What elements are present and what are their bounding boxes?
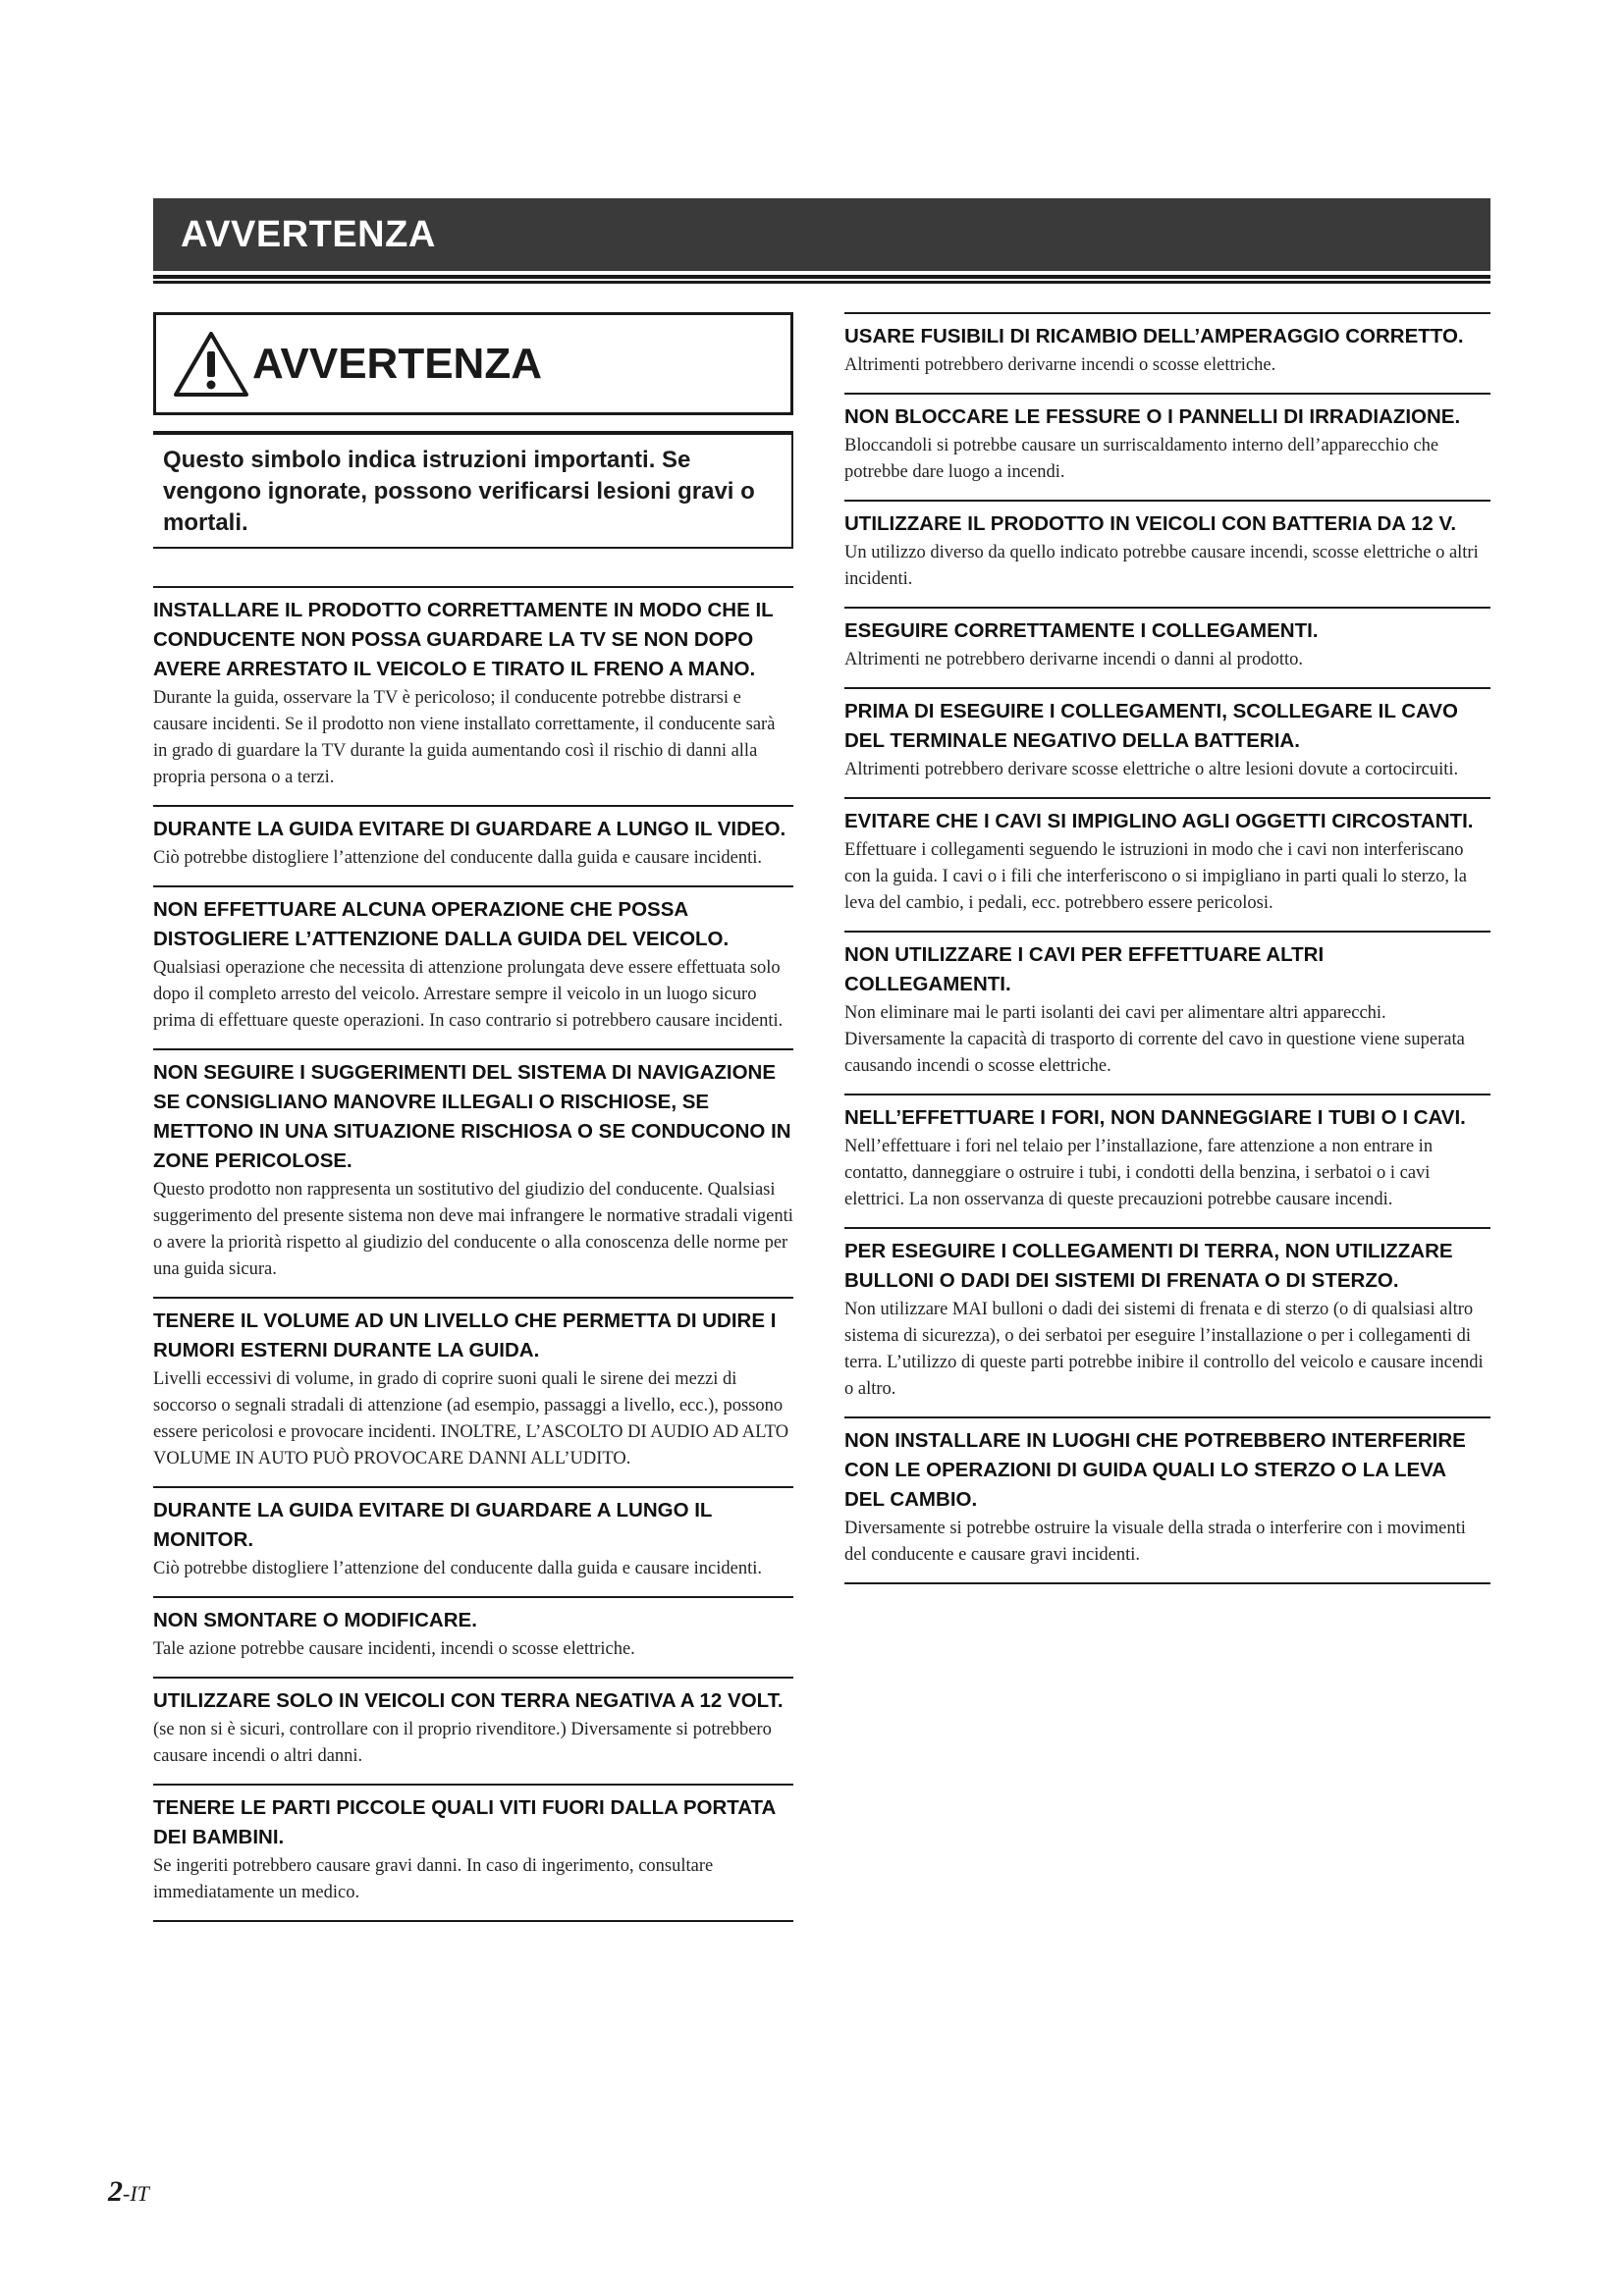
page-number bbox=[108, 2175, 149, 2209]
section-body: Altrimenti ne potrebbero derivarne incendi o danni al prodotto. bbox=[844, 650, 1303, 669]
section-body: Un utilizzo diverso da quello indicato potrebbe causare incendi, scosse elettriche o altri incidenti. bbox=[844, 543, 1479, 589]
column-end-rule bbox=[844, 1582, 1490, 1584]
warning-section bbox=[153, 1784, 793, 1920]
warning-box bbox=[153, 312, 793, 415]
section-body: Altrimenti potrebbero derivarne incendi o scosse elettriche. bbox=[844, 355, 1276, 375]
section-body: Durante la guida, osservare la TV è pericoloso; il conducente potrebbe distrarsi e causare incidenti. Se il prodotto non viene installato correttamente, il conducente sarà in grado di guardare la TV durante la guida aumentando così il rischio di danni alla propria persona o a terzi. bbox=[153, 688, 776, 787]
warning-section bbox=[844, 500, 1490, 607]
section-body: Questo prodotto non rappresenta un sostitutivo del giudizio del conducente. Qualsiasi suggerimento del presente sistema non deve mai infrangere le normative stradali vigenti o avere la priorità rispetto al giudizio del conducente o alla conoscenza delle norme per una guida sicura. bbox=[153, 1180, 793, 1279]
left-section-list bbox=[153, 586, 793, 1920]
section-body: Tale azione potrebbe causare incidenti, incendi o scosse elettriche. bbox=[153, 1639, 635, 1659]
warning-section bbox=[844, 312, 1490, 393]
warning-note: Questo simbolo indica istruzioni importanti. Se vengono ignorate, possono verificarsi lesioni gravi o mortali. bbox=[153, 431, 793, 549]
section-heading: TENERE LE PARTI PICCOLE QUALI VITI FUORI DALLA PORTATA DEI BAMBINI. bbox=[153, 1796, 776, 1848]
page-number-value: 2 bbox=[108, 2175, 123, 2208]
warning-section bbox=[844, 797, 1490, 931]
section-body: Altrimenti potrebbero derivare scosse elettriche o altre lesioni dovute a cortocircuiti. bbox=[844, 760, 1459, 779]
section-body: Livelli eccessivi di volume, in grado di coprire suoni quali le sirene dei mezzi di soccorso o segnali stradali di attenzione (ad esempio, passaggi a livello, ecc.), possono essere pericolosi e provocare incidenti. INOLTRE, L’ASCOLTO DI AUDIO AD ALTO VOLUME IN AUTO PUÒ PROVOCARE DANNI ALL’UDITO. bbox=[153, 1369, 789, 1468]
right-section-list bbox=[844, 312, 1490, 1582]
section-body: Non eliminare mai le parti isolanti dei cavi per alimentare altri apparecchi. Diversamente la capacità di trasporto di corrente del cavo in questione viene superata causando incendi o scosse elettriche. bbox=[844, 1003, 1465, 1076]
warning-section bbox=[153, 1596, 793, 1677]
section-body: Ciò potrebbe distogliere l’attenzione del conducente dalla guida e causare incidenti. bbox=[153, 848, 763, 868]
warning-section bbox=[153, 885, 793, 1048]
section-heading: UTILIZZARE IL PRODOTTO IN VEICOLI CON BATTERIA DA 12 V. bbox=[844, 512, 1457, 535]
warning-section bbox=[153, 1486, 793, 1596]
warning-section bbox=[844, 607, 1490, 687]
section-heading: EVITARE CHE I CAVI SI IMPIGLINO AGLI OGGETTI CIRCOSTANTI. bbox=[844, 810, 1474, 832]
section-heading: PRIMA DI ESEGUIRE I COLLEGAMENTI, SCOLLEGARE IL CAVO DEL TERMINALE NEGATIVO DELLA BATTERIA. bbox=[844, 700, 1458, 752]
right-column bbox=[844, 312, 1490, 1584]
header-divider bbox=[153, 281, 1490, 284]
section-heading: TENERE IL VOLUME AD UN LIVELLO CHE PERMETTA DI UDIRE I RUMORI ESTERNI DURANTE LA GUIDA. bbox=[153, 1309, 777, 1362]
section-body: Non utilizzare MAI bulloni o dadi dei sistemi di frenata e di sterzo (o di qualsiasi altro sistema di sicurezza), o dei serbatoi per eseguire l’installazione o per i collegamenti di terra. L’utilizzo di queste parti potrebbe inibire il controllo del veicolo e causare incendi o altro. bbox=[844, 1300, 1484, 1399]
left-column bbox=[153, 312, 793, 1922]
warning-section bbox=[844, 1416, 1490, 1582]
section-body: Se ingeriti potrebbero causare gravi danni. In caso di ingerimento, consultare immediatamente un medico. bbox=[153, 1856, 714, 1902]
section-heading: NON UTILIZZARE I CAVI PER EFFETTUARE ALTRI COLLEGAMENTI. bbox=[844, 943, 1325, 995]
section-heading: DURANTE LA GUIDA EVITARE DI GUARDARE A LUNGO IL VIDEO. bbox=[153, 818, 786, 840]
warning-section bbox=[844, 687, 1490, 797]
section-heading: INSTALLARE IL PRODOTTO CORRETTAMENTE IN MODO CHE IL CONDUCENTE NON POSSA GUARDARE LA TV SE NON DOPO AVERE ARRESTATO IL VEICOLO E TIRATO IL FRENO A MANO. bbox=[153, 599, 774, 680]
section-body: Qualsiasi operazione che necessita di attenzione prolungata deve essere effettuata solo dopo il completo arresto del veicolo. Arrestare sempre il veicolo in un luogo sicuro prima di effettuare queste operazioni. In caso contrario si potrebbero causare incidenti. bbox=[153, 958, 784, 1031]
warning-section bbox=[153, 1048, 793, 1297]
section-body: Diversamente si potrebbe ostruire la visuale della strada o interferire con i movimenti del conducente e causare gravi incidenti. bbox=[844, 1519, 1466, 1565]
section-body: Bloccandoli si potrebbe causare un surriscaldamento interno dell’apparecchio che potrebbe dare luogo a incendi. bbox=[844, 436, 1439, 482]
warning-section bbox=[153, 805, 793, 885]
warning-section bbox=[153, 1677, 793, 1784]
section-heading: NON SMONTARE O MODIFICARE. bbox=[153, 1609, 477, 1631]
page-number-suffix: -IT bbox=[123, 2181, 149, 2206]
warning-section bbox=[153, 586, 793, 805]
column-end-rule bbox=[153, 1920, 793, 1922]
warning-section bbox=[844, 931, 1490, 1094]
section-heading: NELL’EFFETTUARE I FORI, NON DANNEGGIARE I TUBI O I CAVI. bbox=[844, 1106, 1466, 1129]
section-body: Effettuare i collegamenti seguendo le istruzioni in modo che i cavi non interferiscano con la guida. I cavi o i fili che interferiscono o si impigliano in parti quali lo sterzo, la leva del cambio, i pedali, ecc. potrebbero essere pericolosi. bbox=[844, 840, 1467, 913]
section-heading: UTILIZZARE SOLO IN VEICOLI CON TERRA NEGATIVA A 12 VOLT. bbox=[153, 1689, 784, 1712]
warning-box-title: AVVERTENZA bbox=[252, 339, 542, 388]
warning-section bbox=[844, 393, 1490, 500]
section-heading: DURANTE LA GUIDA EVITARE DI GUARDARE A LUNGO IL MONITOR. bbox=[153, 1499, 713, 1551]
section-heading: NON EFFETTUARE ALCUNA OPERAZIONE CHE POSSA DISTOGLIERE L’ATTENZIONE DALLA GUIDA DEL VEICOLO. bbox=[153, 898, 730, 950]
section-heading: PER ESEGUIRE I COLLEGAMENTI DI TERRA, NON UTILIZZARE BULLONI O DADI DEI SISTEMI DI FRENATA O DI STERZO. bbox=[844, 1240, 1453, 1292]
warning-triangle-icon bbox=[172, 330, 250, 399]
header-divider bbox=[153, 275, 1490, 279]
warning-section bbox=[844, 1094, 1490, 1227]
section-heading: NON BLOCCARE LE FESSURE O I PANNELLI DI IRRADIAZIONE. bbox=[844, 405, 1461, 428]
warning-section bbox=[844, 1227, 1490, 1416]
page-header: AVVERTENZA bbox=[153, 198, 1490, 271]
section-heading: USARE FUSIBILI DI RICAMBIO DELL’AMPERAGGIO CORRETTO. bbox=[844, 325, 1464, 347]
warning-section bbox=[153, 1297, 793, 1486]
section-body: Nell’effettuare i fori nel telaio per l’installazione, fare attenzione a non entrare in contatto, danneggiare o ostruire i tubi, i condotti della benzina, i serbatoi o i cavi elettrici. La non osservanza di queste precauzioni potrebbe causare incendi. bbox=[844, 1137, 1434, 1209]
section-heading: NON SEGUIRE I SUGGERIMENTI DEL SISTEMA DI NAVIGAZIONE SE CONSIGLIANO MANOVRE ILLEGALI O RISCHIOSE, SE METTONO IN UNA SITUAZIONE RISCHIOSA O SE CONDUCONO IN ZONE PERICOLOSE. bbox=[153, 1061, 791, 1172]
section-heading: ESEGUIRE CORRETTAMENTE I COLLEGAMENTI. bbox=[844, 619, 1319, 642]
section-body: (se non si è sicuri, controllare con il proprio rivenditore.) Diversamente si potrebbero causare incendi o altri danni. bbox=[153, 1720, 772, 1766]
section-body: Ciò potrebbe distogliere l’attenzione del conducente dalla guida e causare incidenti. bbox=[153, 1559, 763, 1578]
section-heading: NON INSTALLARE IN LUOGHI CHE POTREBBERO INTERFERIRE CON LE OPERAZIONI DI GUIDA QUALI LO STERZO O LA LEVA DEL CAMBIO. bbox=[844, 1429, 1466, 1511]
